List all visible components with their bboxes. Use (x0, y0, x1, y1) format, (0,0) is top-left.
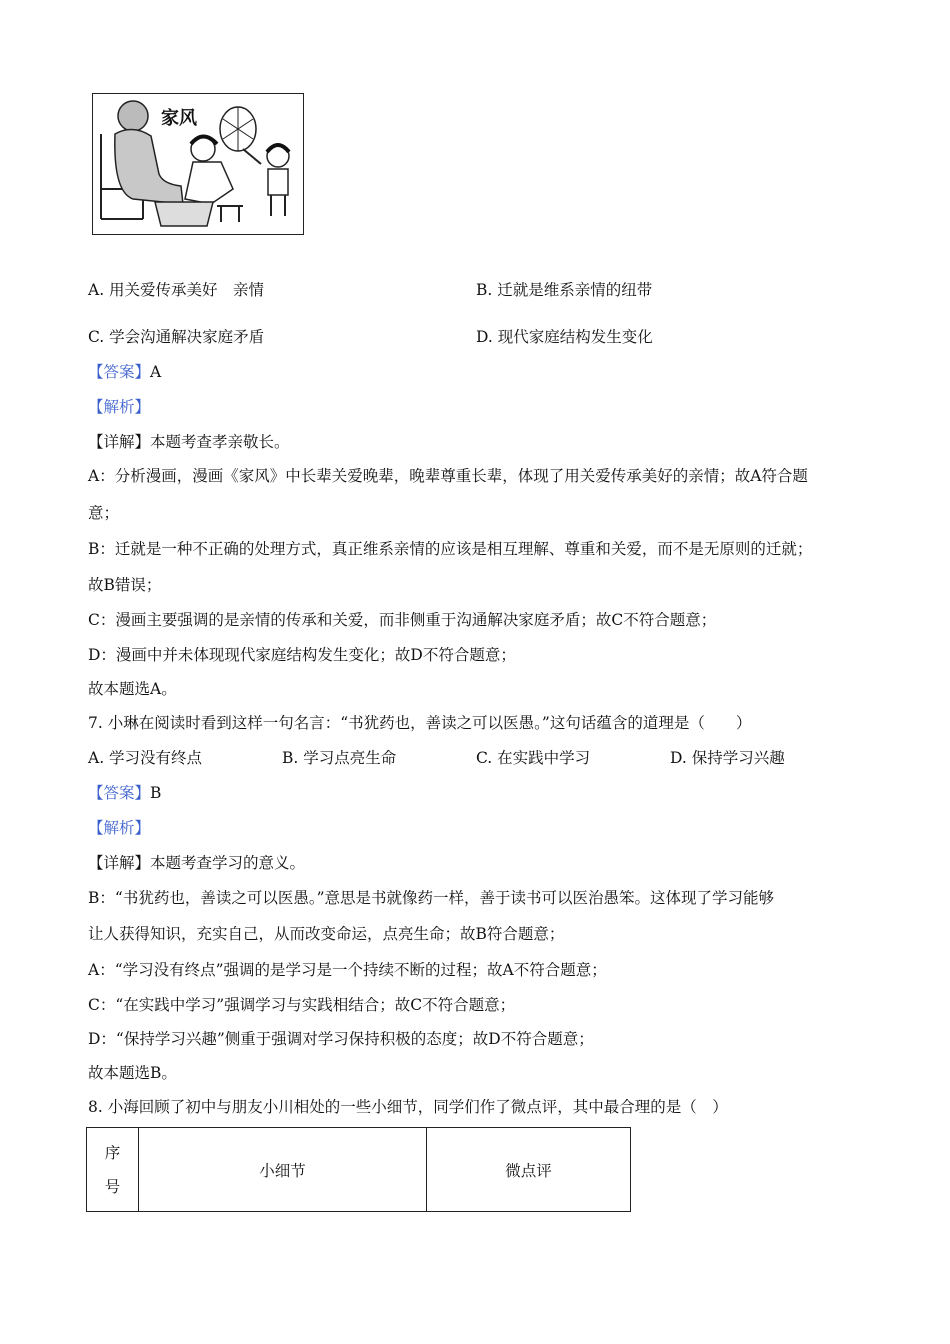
q7-detail-text: 本题考查学习的意义。 (150, 854, 306, 872)
cartoon-title: 家风 (161, 108, 197, 129)
q8-header-index-line2: 号 (104, 1177, 121, 1196)
q6-option-d: D. 现代家庭结构发生变化 (476, 328, 653, 346)
q7-option-a: A. 学习没有终点 (88, 749, 203, 767)
q6-line-1: A：分析漫画，漫画《家风》中长辈关爱晚辈，晚辈尊重长辈，体现了用关爱传承美好的亲情；故A符合题 (88, 467, 808, 485)
q7-answer (88, 783, 161, 803)
q7-analysis-label: 【解析】 (88, 819, 151, 837)
q6-answer-label: 【答案】 (88, 363, 151, 381)
table-row (87, 1128, 631, 1212)
q7-line-3: A：“学习没有终点”强调的是学习是一个持续不断的过程；故A不符合题意； (88, 961, 607, 979)
q6-detail (88, 432, 290, 452)
q6-line-5: C：漫画主要强调的是亲情的传承和关爱，而非侧重于沟通解决家庭矛盾；故C不符合题意； (88, 611, 717, 629)
q8-header-detail: 小细节 (139, 1128, 427, 1212)
q6-line-4: 故B错误； (88, 576, 162, 594)
q8-header-index-line1: 序 (104, 1143, 121, 1162)
q7-line-1: B：“书犹药也，善读之可以医愚。”意思是书就像药一样，善于读书可以医治愚笨。这体现了学习能够 (88, 889, 774, 907)
q6-option-a: A. 用关爱传承美好 亲情 (88, 281, 265, 299)
q6-line-2: 意； (88, 504, 120, 522)
q8-header-index (87, 1128, 139, 1212)
q7-answer-value: B (150, 784, 162, 802)
q6-line-3: B：迁就是一种不正确的处理方式，真正维系亲情的应该是相互理解、尊重和关爱，而不是无原则的迁就； (88, 540, 813, 558)
q7-detail-label: 【详解】 (88, 854, 151, 872)
q6-detail-text: 本题考查孝亲敬长。 (150, 433, 290, 451)
q6-option-c: C. 学会沟通解决家庭矛盾 (88, 328, 265, 346)
cartoon-drawing (93, 94, 302, 233)
q6-line-7: 故本题选A。 (88, 680, 177, 698)
q7-detail (88, 853, 305, 873)
q6-detail-label: 【详解】 (88, 433, 151, 451)
q6-analysis-label: 【解析】 (88, 398, 151, 416)
family-tradition-cartoon (92, 93, 304, 235)
q7-question: 7. 小琳在阅读时看到这样一句名言：“书犹药也，善读之可以医愚。”这句话蕴含的道理是（ ） (88, 714, 752, 732)
q7-answer-label: 【答案】 (88, 784, 151, 802)
q8-header-comment: 微点评 (427, 1128, 631, 1212)
q6-answer-value: A (150, 363, 162, 381)
q6-answer (88, 362, 161, 382)
q7-option-c: C. 在实践中学习 (476, 749, 591, 767)
q7-line-5: D：“保持学习兴趣”侧重于强调对学习保持积极的态度；故D不符合题意； (88, 1030, 594, 1048)
q7-line-6: 故本题选B。 (88, 1064, 177, 1082)
q7-line-4: C：“在实践中学习”强调学习与实践相结合；故C不符合题意； (88, 996, 516, 1014)
q6-option-b: B. 迁就是维系亲情的纽带 (476, 281, 653, 299)
q7-option-b: B. 学习点亮生命 (282, 749, 397, 767)
q8-question: 8. 小海回顾了初中与朋友小川相处的一些小细节，同学们作了微点评，其中最合理的是（ ） (88, 1098, 728, 1116)
q8-table (86, 1127, 631, 1212)
q6-line-6: D：漫画中并未体现现代家庭结构发生变化；故D不符合题意； (88, 646, 516, 664)
q7-line-2: 让人获得知识，充实自己，从而改变命运，点亮生命；故B符合题意； (88, 925, 565, 943)
q7-option-d: D. 保持学习兴趣 (670, 749, 785, 767)
